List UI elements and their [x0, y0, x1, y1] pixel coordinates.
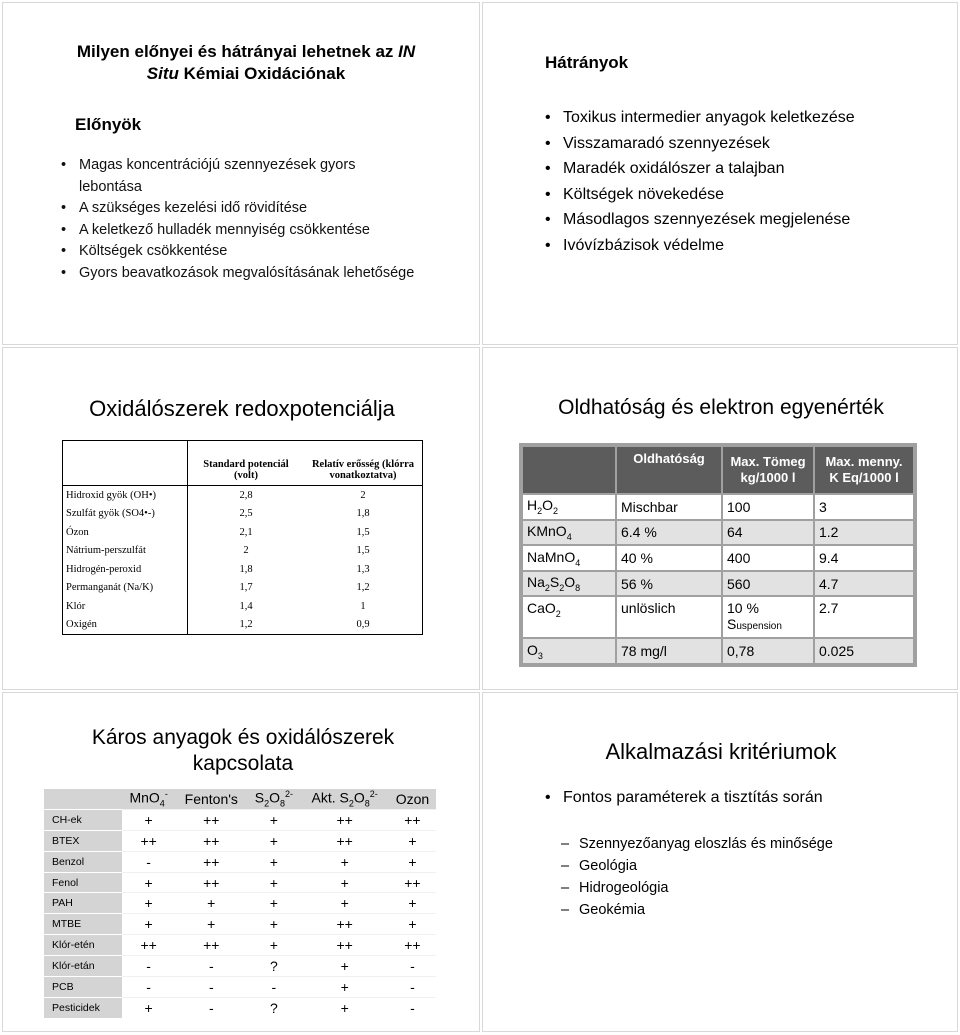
table-cell: +: [300, 872, 388, 893]
table-cell: ++: [389, 872, 436, 893]
table-cell: +: [175, 914, 247, 935]
table-cell: 1,8: [356, 508, 370, 520]
table-cell: +: [389, 851, 436, 872]
table-cell: 1,8: [239, 563, 253, 575]
table-header: Akt. $S_2O_8^{2-}$: [300, 789, 388, 809]
table-cell: 10 % Suspension: [723, 597, 813, 637]
slide-title: Oxidálószerek redoxpotenciálja: [89, 396, 395, 421]
table-cell: +: [122, 914, 175, 935]
table-cell: ?: [247, 997, 300, 1017]
table-row: [523, 639, 913, 663]
table-cell: -: [389, 956, 436, 977]
table-cell: Permanganát (Na/K): [63, 579, 188, 598]
table-cell: Klór-etén: [44, 935, 122, 956]
table-cell: 9.4: [815, 546, 913, 570]
table-cell: ++: [175, 851, 247, 872]
table-cell: ++: [389, 809, 436, 830]
table-row: [44, 830, 436, 851]
table-cell: -: [122, 956, 175, 977]
table-row: [44, 893, 436, 914]
table-row: [523, 495, 913, 519]
table-cell: Szulfát gyök (SO4•-): [63, 505, 188, 524]
table-cell: ++: [122, 935, 175, 956]
solubility-table-frame: [519, 443, 917, 667]
table-cell: 100: [723, 495, 813, 519]
slide-redox-potential: [2, 347, 480, 690]
table-cell: MTBE: [44, 914, 122, 935]
table-cell: PCB: [44, 977, 122, 998]
table-cell: PAH: [44, 893, 122, 914]
table-cell: 56 %: [617, 572, 721, 596]
section-heading: Előnyök: [75, 115, 142, 134]
table-cell: 1: [360, 600, 366, 612]
table-row: [44, 956, 436, 977]
compound-o3: $O_3$: [523, 639, 615, 663]
compound-kmno4: KMnO$_4$: [523, 521, 615, 545]
table-cell: 0,9: [356, 619, 370, 631]
table-row: [63, 579, 423, 598]
table-cell: -: [122, 851, 175, 872]
slide-disadvantages: [482, 2, 958, 345]
table-cell: 1,5: [356, 545, 370, 557]
table-row: [44, 809, 436, 830]
cell-value: 10 %: [727, 599, 759, 616]
table-cell: 64: [723, 521, 813, 545]
list-item: • Gyors beavatkozások megvalósításának lehetősége: [61, 263, 421, 285]
advantages-list: [61, 155, 421, 284]
list-item: – Geológia: [561, 855, 833, 877]
slide-application-criteria: [482, 692, 958, 1032]
table-row: [523, 572, 913, 596]
table-row: [63, 505, 423, 524]
table-cell: 1,3: [356, 563, 370, 575]
table-cell: +: [300, 977, 388, 998]
table-header: Ozon: [389, 789, 436, 809]
table-cell: +: [122, 809, 175, 830]
table-cell: +: [122, 872, 175, 893]
table-row: [44, 997, 436, 1017]
table-cell: Oxigén: [63, 616, 188, 635]
table-cell: +: [389, 914, 436, 935]
table-header: [63, 441, 188, 486]
table-row: [63, 542, 423, 561]
table-row: [63, 597, 423, 616]
compound-namno4: NaMnO$_4$: [523, 546, 615, 570]
table-row: [44, 935, 436, 956]
table-cell: 2.7: [815, 597, 913, 637]
table-cell: ++: [175, 872, 247, 893]
table-cell: 2,8: [239, 489, 253, 501]
compound-cao2: CaO$_2$: [523, 597, 615, 637]
list-item: • Költségek csökkentése: [61, 241, 421, 263]
table-cell: 40 %: [617, 546, 721, 570]
table-cell: 1,7: [239, 582, 253, 594]
table-row: [63, 486, 423, 505]
table-cell: Pesticidek: [44, 997, 122, 1017]
table-row: [63, 560, 423, 579]
slide-title: Alkalmazási kritériumok: [605, 739, 837, 764]
slide-advantages: [2, 2, 480, 345]
table-cell: ++: [175, 935, 247, 956]
table-row: [523, 546, 913, 570]
table-cell: +: [247, 809, 300, 830]
table-cell: 1,4: [239, 600, 253, 612]
table-cell: 0.025: [815, 639, 913, 663]
disadvantages-list: [545, 105, 945, 258]
list-item: • A keletkező hulladék mennyiség csökkentése: [61, 220, 421, 242]
table-cell: ++: [175, 830, 247, 851]
list-item: – Szennyezőanyag eloszlás és minősége: [561, 833, 833, 855]
table-cell: +: [300, 956, 388, 977]
table-cell: 2,5: [239, 508, 253, 520]
table-cell: ++: [300, 809, 388, 830]
table-cell: -: [122, 977, 175, 998]
table-cell: -: [175, 977, 247, 998]
table-header: Max. Tömeg kg/1000 l: [723, 447, 813, 493]
slide-title: Oldhatóság és elektron egyenérték: [558, 396, 884, 419]
solubility-table: [521, 445, 915, 665]
table-cell: Klór: [63, 597, 188, 616]
table-cell: +: [175, 893, 247, 914]
section-heading: Hátrányok: [545, 53, 629, 72]
table-header: Standard potenciál (volt): [188, 441, 305, 486]
table-header: [44, 789, 122, 809]
table-cell: ++: [175, 809, 247, 830]
slide-solubility: [482, 347, 958, 690]
table-cell: 2: [243, 545, 249, 557]
table-cell: ++: [122, 830, 175, 851]
table-header: Max. menny. K Eq/1000 l: [815, 447, 913, 493]
table-cell: Benzol: [44, 851, 122, 872]
table-cell: ++: [300, 830, 388, 851]
table-cell: ++: [300, 914, 388, 935]
table-cell: 1,2: [239, 619, 253, 631]
table-cell: Hidrogén-peroxid: [63, 560, 188, 579]
table-cell: 1.2: [815, 521, 913, 545]
table-cell: 1,5: [356, 526, 370, 538]
table-cell: +: [389, 830, 436, 851]
table-cell: +: [389, 893, 436, 914]
criteria-list: [545, 788, 823, 808]
slide-title: Káros anyagok és oxidálószerek kapcsolata: [91, 726, 395, 775]
pollutants-table: [44, 789, 436, 1018]
table-cell: +: [300, 997, 388, 1017]
compound-h2o2: $H_2O_2$: [523, 495, 615, 519]
list-item: • Költségek növekedése: [545, 182, 945, 208]
list-item: • Ivóvízbázisok védelme: [545, 233, 945, 259]
table-cell: +: [247, 914, 300, 935]
list-item: • A szükséges kezelési idő rövidítése: [61, 198, 421, 220]
table-cell: ?: [247, 956, 300, 977]
table-row: [523, 597, 913, 637]
table-cell: +: [247, 872, 300, 893]
table-header: [523, 447, 615, 493]
table-cell: 560: [723, 572, 813, 596]
table-cell: +: [122, 893, 175, 914]
table-row: [523, 521, 913, 545]
table-cell: 6.4 %: [617, 521, 721, 545]
table-cell: +: [247, 830, 300, 851]
table-cell: -: [247, 977, 300, 998]
table-header: $S_2O_8^{2-}$: [247, 789, 300, 809]
table-cell: Nátrium-perszulfát: [63, 542, 188, 561]
table-cell: +: [122, 997, 175, 1017]
table-row: [44, 872, 436, 893]
table-cell: 2,1: [239, 526, 253, 538]
table-cell: Hidroxid gyök (OH•): [63, 486, 188, 505]
table-cell: -: [389, 997, 436, 1017]
table-cell: 1,2: [356, 582, 370, 594]
table-header: MnO$_4$-: [122, 789, 175, 809]
table-row: [63, 523, 423, 542]
list-item: – Geokémia: [561, 899, 833, 921]
table-header: Relatív erősség (klórra vonatkoztatva): [304, 441, 423, 486]
table-cell: 2: [360, 489, 366, 501]
table-cell: BTEX: [44, 830, 122, 851]
list-item: • Másodlagos szennyezések megjelenése: [545, 207, 945, 233]
table-cell: +: [300, 893, 388, 914]
table-cell: unlöslich: [617, 597, 721, 637]
table-cell: CH-ek: [44, 809, 122, 830]
table-cell: Klór-etán: [44, 956, 122, 977]
table-row: [44, 914, 436, 935]
table-cell: 0,78: [723, 639, 813, 663]
table-cell: +: [247, 851, 300, 872]
table-cell: Fenol: [44, 872, 122, 893]
compound-na2s2o8: $Na_2S_2O_8$: [523, 572, 615, 596]
slide-pollutants-oxidants: [2, 692, 480, 1032]
cell-suffix: uspension: [736, 620, 782, 632]
list-item: • Fontos paraméterek a tisztítás során: [545, 788, 823, 808]
table-cell: Mischbar: [617, 495, 721, 519]
slide-title: Milyen előnyei és hátrányai lehetnek az IN Situ Kémiai Oxidációnak: [76, 42, 416, 83]
list-item: • Magas koncentrációjú szennyezések gyors lebontása: [61, 155, 421, 198]
table-row: [44, 977, 436, 998]
table-cell: 400: [723, 546, 813, 570]
table-cell: -: [175, 956, 247, 977]
criteria-sublist: [561, 833, 833, 921]
list-item: • Maradék oxidálószer a talajban: [545, 156, 945, 182]
table-cell: +: [247, 935, 300, 956]
table-cell: +: [247, 893, 300, 914]
table-row: [44, 851, 436, 872]
table-cell: -: [389, 977, 436, 998]
list-item: – Hidrogeológia: [561, 877, 833, 899]
list-item: • Toxikus intermedier anyagok keletkezése: [545, 105, 945, 131]
table-header: Fenton's: [175, 789, 247, 809]
table-cell: +: [300, 851, 388, 872]
list-item: • Visszamaradó szennyezések: [545, 131, 945, 157]
table-cell: 4.7: [815, 572, 913, 596]
table-row: [63, 616, 423, 635]
table-cell: ++: [389, 935, 436, 956]
redox-table: [62, 440, 423, 635]
table-cell: ++: [300, 935, 388, 956]
table-cell: -: [175, 997, 247, 1017]
table-header: Oldhatóság: [617, 447, 721, 493]
table-cell: 78 mg/l: [617, 639, 721, 663]
table-cell: Ózon: [63, 523, 188, 542]
table-cell: 3: [815, 495, 913, 519]
